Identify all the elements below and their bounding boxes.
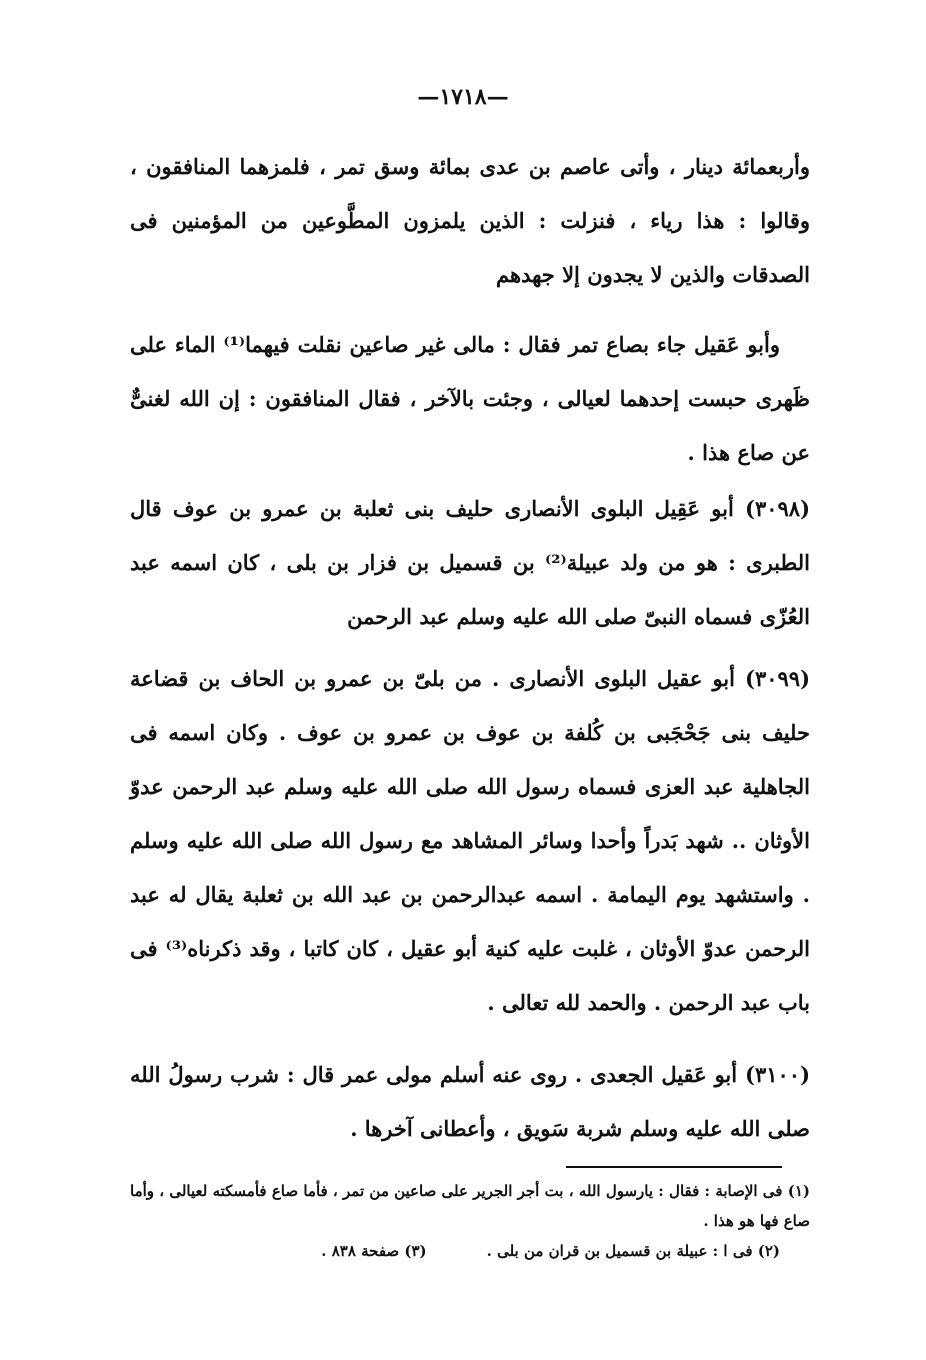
- entry-3098: (٣٠٩٨) أبو عَقِيل البلوى الأنصارى حليف بنى ثعلبة بن عمرو بن عوف قال الطبرى : هو من ولد عبيلة⁽²⁾ بن قسميل بن فزار بن بلى ، كان اسمه عبد العُزّى فسماه النبىّ صلى الله عليه وسلم عبد الرحمن: [130, 496, 810, 629]
- footnotes-row: [130, 1236, 810, 1266]
- footnote-divider: [566, 1166, 782, 1168]
- page-number: —١٧١٨—: [417, 84, 509, 110]
- footnote-3: (٣) صفحة ٨٣٨ .: [321, 1242, 427, 1260]
- footnote-2: (٢) فى ا : عبيلة بن قسميل بن قران من بلى .: [486, 1242, 780, 1260]
- entry-3099: (٣٠٩٩) أبو عقيل البلوى الأنصارى . من بلىّ بن عمرو بن الحاف بن قضاعة حليف بنى جَحْجَبى بن كُلفة بن عوف بن عمرو بن عوف . وكان اسمه فى الجاهلية عبد العزى فسماه رسول الله صلى الله عليه وسلم عبد الرحمن عدوّ الأوثان .. شهد بَدراً وأحدا وسائر المشاهد مع رسول الله صلى الله عليه وسلم . واستشهد يوم اليمامة . اسمه عبدالرحمن بن عبد الله بن ثعلبة يقال له عبد الرحمن عدوّ الأوثان ، غلبت عليه كنية أبو عقيل ، كان كاتبا ، وقد ذكرناه⁽³⁾ فى باب عبد الرحمن . والحمد لله تعالى .: [130, 666, 810, 1015]
- footnotes-section: [130, 1176, 810, 1266]
- paragraph-continuation: وأربعمائة دينار ، وأتى عاصم بن عدى بمائة وسق تمر ، فلمزهما المنافقون ، وقالوا : هذا رياء ، فنزلت : الذين يلمزون المطَّوعين من المؤمنين فى الصدقات والذين لا يجدون إلا جهدهم: [130, 154, 810, 287]
- paragraph-abu-aqil-story: وأبو عَقيل جاء بصاع تمر فقال : مالى غير صاعين نقلت فيهما⁽¹⁾ الماء على ظَهرى حبست إحدهما لعيالى ، وجئت بالآخر ، فقال المنافقون : إن الله لغنىٌّ عن صاع هذا .: [130, 332, 810, 465]
- footnote-1: (١) فى الإصابة : فقال : يارسول الله ، بت أجر الجرير على صاعين من تمر ، فأما صاع فأمسكته لعيالى ، وأما صاع فها هو هذا .: [130, 1182, 810, 1230]
- entry-3100: (٣١٠٠) أبو عَقيل الجعدى . روى عنه أسلم مولى عمر قال : شرب رسولُ الله صلى الله عليه وسلم شربة سَويق ، وأعطانى آخرها .: [130, 1062, 810, 1141]
